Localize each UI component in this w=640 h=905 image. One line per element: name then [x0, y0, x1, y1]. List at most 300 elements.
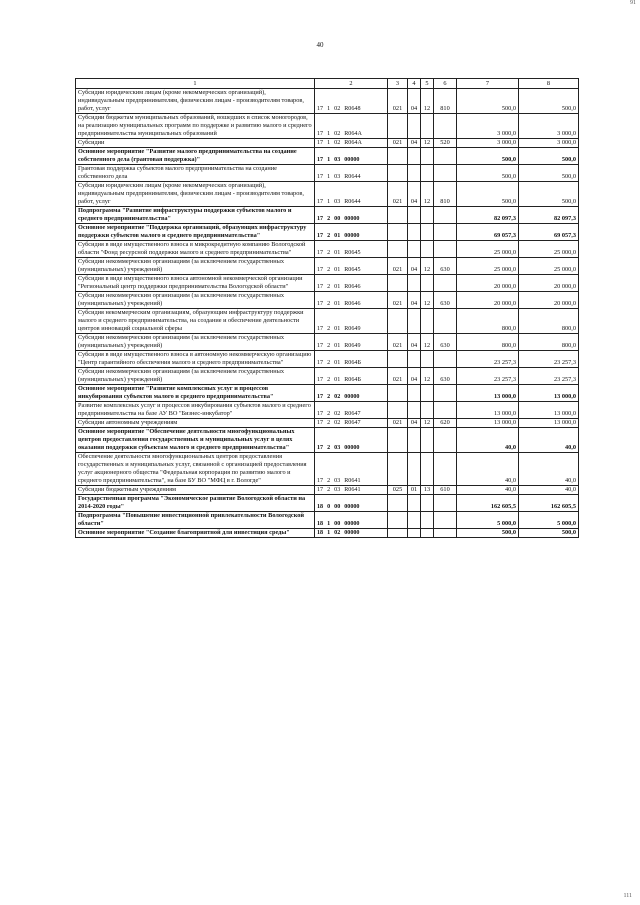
header-cell: 3	[388, 79, 408, 89]
code-part: 17	[317, 377, 324, 383]
column-5-cell	[421, 148, 434, 165]
code-part: 03	[334, 478, 341, 484]
column-6-cell	[434, 148, 457, 165]
column-4-cell: 04	[408, 139, 421, 148]
column-6-cell	[434, 207, 457, 224]
column-6-cell: 620	[434, 419, 457, 428]
column-7-amount: 500,0	[457, 165, 519, 182]
column-5-cell	[421, 309, 434, 334]
code-part: 02	[334, 530, 341, 536]
code-part: 1	[327, 140, 331, 146]
code-part: R0646	[344, 301, 361, 307]
column-7-amount: 82 097,3	[457, 207, 519, 224]
row-description: Субсидия в виде имущественного взноса в автономную некоммерческую организацию "Центр гарантийного обеспечения малого и среднего предпринимательства"	[76, 351, 315, 368]
code-part: 17	[317, 267, 324, 273]
code-part: R064Б	[344, 360, 361, 366]
code-part: 2	[327, 394, 331, 400]
row-description: Субсидия некоммерческим организациям, образующим инфраструктуру поддержки малого и среднего предпринимательства, на создание и обеспечение деятельности центров инноваций социальной сферы	[76, 309, 315, 334]
row-code	[315, 165, 388, 182]
column-7-amount: 25 000,0	[457, 241, 519, 258]
code-part: 01	[334, 301, 341, 307]
column-6-cell: 810	[434, 182, 457, 207]
column-6-cell	[434, 428, 457, 453]
column-6-cell	[434, 165, 457, 182]
header-cell: 6	[434, 79, 457, 89]
row-code	[315, 182, 388, 207]
table-row	[76, 512, 579, 529]
column-3-cell: 021	[388, 292, 408, 309]
code-part: 2	[327, 233, 331, 239]
table-row	[76, 258, 579, 275]
column-7-amount: 13 000,0	[457, 402, 519, 419]
column-3-cell	[388, 402, 408, 419]
column-7-amount: 20 000,0	[457, 275, 519, 292]
code-part: 17	[317, 106, 324, 112]
column-4-cell	[408, 495, 421, 512]
table-row	[76, 334, 579, 351]
column-4-cell: 04	[408, 258, 421, 275]
code-part: 03	[334, 199, 341, 205]
code-part: 17	[317, 140, 324, 146]
row-description: Развитие комплексных услуг и процессов инкубирования субъектов малого и среднего предпринимательства на базе АУ ВО "Бизнес-инкубатор"	[76, 402, 315, 419]
column-7-amount: 13 000,0	[457, 385, 519, 402]
row-code	[315, 148, 388, 165]
column-3-cell: 021	[388, 419, 408, 428]
column-7-amount: 500,0	[457, 148, 519, 165]
column-3-cell	[388, 148, 408, 165]
column-4-cell	[408, 241, 421, 258]
column-8-amount: 82 097,3	[519, 207, 579, 224]
column-5-cell	[421, 453, 434, 486]
code-part: 00000	[344, 157, 360, 163]
code-part: R0647	[344, 411, 361, 417]
column-6-cell	[434, 385, 457, 402]
column-6-cell	[434, 309, 457, 334]
code-part: 00	[334, 216, 341, 222]
row-code	[315, 224, 388, 241]
column-3-cell	[388, 114, 408, 139]
code-part: 17	[317, 420, 324, 426]
column-8-amount: 3 000,0	[519, 114, 579, 139]
table-row	[76, 139, 579, 148]
code-part: R0644	[344, 199, 361, 205]
code-part: R0644	[344, 174, 361, 180]
code-part: 02	[334, 106, 341, 112]
code-part: 00000	[344, 521, 360, 527]
row-code	[315, 368, 388, 385]
column-8-amount: 25 000,0	[519, 241, 579, 258]
column-7-amount: 40,0	[457, 486, 519, 495]
code-part: 01	[334, 343, 341, 349]
code-part: R0646	[344, 284, 361, 290]
row-code	[315, 385, 388, 402]
code-part: 00	[334, 521, 341, 527]
column-5-cell: 12	[421, 139, 434, 148]
column-7-amount: 800,0	[457, 309, 519, 334]
column-8-amount: 40,0	[519, 453, 579, 486]
column-8-amount: 500,0	[519, 182, 579, 207]
column-5-cell	[421, 529, 434, 538]
column-8-amount: 500,0	[519, 529, 579, 538]
header-cell: 2	[315, 79, 388, 89]
table-row	[76, 495, 579, 512]
table-row	[76, 114, 579, 139]
column-6-cell: 630	[434, 292, 457, 309]
column-6-cell	[434, 114, 457, 139]
column-8-amount: 800,0	[519, 309, 579, 334]
code-part: R0645	[344, 250, 361, 256]
header-cell: 7	[457, 79, 519, 89]
column-4-cell	[408, 402, 421, 419]
column-5-cell: 12	[421, 334, 434, 351]
column-8-amount: 23 257,3	[519, 368, 579, 385]
column-3-cell	[388, 495, 408, 512]
code-part: 17	[317, 326, 324, 332]
code-part: 00000	[344, 504, 360, 510]
row-description: Основное мероприятие "Обеспечение деятельности многофункциональных центров предоставления государственных и муниципальных услуг в целях оказания поддержки субъектам малого и среднего предпринимательства"	[76, 428, 315, 453]
column-7-amount: 23 257,3	[457, 368, 519, 385]
column-7-amount: 162 605,5	[457, 495, 519, 512]
row-description: Основное мероприятие "Развитие комплексных услуг и процессов инкубирования субъектов малого и среднего предпринимательства"	[76, 385, 315, 402]
column-3-cell	[388, 165, 408, 182]
code-part: 00000	[344, 445, 360, 451]
row-code	[315, 428, 388, 453]
column-7-amount: 69 057,3	[457, 224, 519, 241]
column-7-amount: 500,0	[457, 182, 519, 207]
code-part: 01	[334, 267, 341, 273]
code-part: 2	[327, 377, 331, 383]
column-7-amount: 3 000,0	[457, 139, 519, 148]
row-description: Государственная программа "Экономическое развитие Вологодской области на 2014-2020 годы"	[76, 495, 315, 512]
column-6-cell	[434, 512, 457, 529]
row-description: Субсидии юридическим лицам (кроме некоммерческих организаций), индивидуальным предпринимателям, физическим лицам - производителям товаров, работ, услуг	[76, 182, 315, 207]
table-row	[76, 148, 579, 165]
column-4-cell	[408, 385, 421, 402]
code-part: 17	[317, 233, 324, 239]
row-description: Субсидии некоммерческим организациям (за исключением государственных (муниципальных) учреждений)	[76, 292, 315, 309]
row-code	[315, 275, 388, 292]
column-5-cell	[421, 512, 434, 529]
column-5-cell: 12	[421, 89, 434, 114]
column-8-amount: 500,0	[519, 148, 579, 165]
table-row	[76, 165, 579, 182]
row-code	[315, 512, 388, 529]
column-5-cell	[421, 241, 434, 258]
column-8-amount: 3 000,0	[519, 139, 579, 148]
column-8-amount: 5 000,0	[519, 512, 579, 529]
column-7-amount: 500,0	[457, 529, 519, 538]
code-part: 03	[334, 157, 341, 163]
column-5-cell: 12	[421, 419, 434, 428]
code-part: 02	[334, 420, 341, 426]
row-description: Субсидии бюджетам муниципальных образований, вошедших в список моногородов, на реализацию муниципальных программ по поддержке и развитию малого и среднего предпринимательства муниципальных образований	[76, 114, 315, 139]
code-part: 2	[327, 411, 331, 417]
code-part: 18	[317, 530, 324, 536]
code-part: 17	[317, 216, 324, 222]
column-5-cell: 12	[421, 368, 434, 385]
column-7-amount: 13 000,0	[457, 419, 519, 428]
column-3-cell: 021	[388, 139, 408, 148]
code-part: 02	[334, 411, 341, 417]
column-3-cell	[388, 351, 408, 368]
column-6-cell	[434, 224, 457, 241]
code-part: 17	[317, 394, 324, 400]
row-code	[315, 334, 388, 351]
column-8-amount: 13 000,0	[519, 385, 579, 402]
code-part: 2	[327, 487, 331, 493]
code-part: 01	[334, 360, 341, 366]
column-8-amount: 13 000,0	[519, 419, 579, 428]
code-part: 03	[334, 445, 341, 451]
column-5-cell: 13	[421, 486, 434, 495]
column-4-cell	[408, 207, 421, 224]
table-row	[76, 207, 579, 224]
row-code	[315, 207, 388, 224]
column-7-amount: 20 000,0	[457, 292, 519, 309]
row-code	[315, 241, 388, 258]
column-6-cell: 520	[434, 139, 457, 148]
column-3-cell	[388, 529, 408, 538]
code-part: 17	[317, 487, 324, 493]
row-description: Основное мероприятие "Поддержка организаций, образующих инфраструктуру поддержки субъектов малого и среднего предпринимательства"	[76, 224, 315, 241]
code-part: 17	[317, 343, 324, 349]
column-4-cell	[408, 453, 421, 486]
code-part: 2	[327, 250, 331, 256]
column-7-amount: 3 000,0	[457, 114, 519, 139]
column-4-cell: 04	[408, 89, 421, 114]
code-part: 01	[334, 233, 341, 239]
column-8-amount: 500,0	[519, 165, 579, 182]
column-4-cell	[408, 224, 421, 241]
code-part: 2	[327, 445, 331, 451]
column-4-cell	[408, 309, 421, 334]
column-5-cell: 12	[421, 182, 434, 207]
page-number: 40	[316, 41, 324, 49]
table-row	[76, 224, 579, 241]
row-description: Субсидия в виде имущественного взноса автономной некоммерческой организации "Региональный центр поддержки предпринимательства Вологодской области"	[76, 275, 315, 292]
table-row	[76, 428, 579, 453]
column-6-cell	[434, 495, 457, 512]
column-5-cell: 12	[421, 292, 434, 309]
code-part: 1	[327, 157, 331, 163]
column-3-cell: 021	[388, 182, 408, 207]
column-7-amount: 40,0	[457, 428, 519, 453]
code-part: 01	[334, 377, 341, 383]
column-6-cell	[434, 351, 457, 368]
row-description: Субсидии	[76, 139, 315, 148]
table-header-row	[76, 79, 579, 89]
column-8-amount: 69 057,3	[519, 224, 579, 241]
table-row	[76, 453, 579, 486]
code-part: 00000	[344, 530, 360, 536]
code-part: 02	[334, 140, 341, 146]
row-code	[315, 89, 388, 114]
column-4-cell	[408, 512, 421, 529]
column-5-cell	[421, 165, 434, 182]
code-part: 2	[327, 420, 331, 426]
row-description: Субсидии юридическим лицам (кроме некоммерческих организаций), индивидуальным предпринимателям, физическим лицам - производителям товаров, работ, услуг	[76, 89, 315, 114]
header-cell: 5	[421, 79, 434, 89]
code-part: 2	[327, 284, 331, 290]
column-8-amount: 20 000,0	[519, 292, 579, 309]
column-8-amount: 25 000,0	[519, 258, 579, 275]
table-row	[76, 529, 579, 538]
column-4-cell	[408, 165, 421, 182]
column-3-cell	[388, 453, 408, 486]
column-5-cell	[421, 275, 434, 292]
code-part: R064A	[344, 131, 362, 137]
code-part: 2	[327, 301, 331, 307]
code-part: R0648	[344, 106, 361, 112]
table-row	[76, 368, 579, 385]
column-6-cell: 810	[434, 89, 457, 114]
column-6-cell	[434, 529, 457, 538]
code-part: 17	[317, 131, 324, 137]
column-4-cell: 04	[408, 182, 421, 207]
column-5-cell	[421, 114, 434, 139]
code-part: 18	[317, 521, 324, 527]
code-part: 2	[327, 326, 331, 332]
code-part: 1	[327, 530, 331, 536]
row-description: Субсидии некоммерческим организациям (за исключением государственных (муниципальных) учреждений)	[76, 258, 315, 275]
code-part: 1	[327, 174, 331, 180]
row-description: Обеспечение деятельности многофункциональных центров предоставления государственных и муниципальных услуг, связанной с организацией предоставления услуг акционерного общества "Федеральная корпорация по развитию малого и среднего предпринимательства", на базе БУ ВО "МФЦ в г. Вологде"	[76, 453, 315, 486]
column-4-cell	[408, 351, 421, 368]
code-part: 01	[334, 250, 341, 256]
code-part: 17	[317, 284, 324, 290]
column-6-cell	[434, 241, 457, 258]
column-8-amount: 23 257,3	[519, 351, 579, 368]
column-4-cell	[408, 148, 421, 165]
code-part: 2	[327, 343, 331, 349]
column-3-cell: 021	[388, 258, 408, 275]
column-6-cell: 630	[434, 258, 457, 275]
code-part: R0645	[344, 267, 361, 273]
code-part: 1	[327, 131, 331, 137]
code-part: 2	[327, 360, 331, 366]
code-part: 17	[317, 445, 324, 451]
code-part: 00000	[344, 233, 360, 239]
code-part: R064A	[344, 140, 362, 146]
column-3-cell	[388, 385, 408, 402]
column-7-amount: 5 000,0	[457, 512, 519, 529]
row-description: Основное мероприятие "Развитие малого предпринимательства на создание собственного дела (грантовая поддержка)"	[76, 148, 315, 165]
code-part: 00000	[344, 216, 360, 222]
row-description: Субсидии автономным учреждениям	[76, 419, 315, 428]
row-description: Субсидии некоммерческим организациям (за исключением государственных (муниципальных) учреждений)	[76, 334, 315, 351]
column-4-cell	[408, 114, 421, 139]
table-row	[76, 351, 579, 368]
code-part: 2	[327, 478, 331, 484]
row-code	[315, 292, 388, 309]
column-3-cell: 021	[388, 89, 408, 114]
column-5-cell	[421, 207, 434, 224]
code-part: 2	[327, 267, 331, 273]
code-part: 1	[327, 521, 331, 527]
row-code	[315, 351, 388, 368]
row-description: Грантовая поддержка субъектов малого предпринимательства на создание собственного дела	[76, 165, 315, 182]
column-5-cell	[421, 385, 434, 402]
code-part: 17	[317, 360, 324, 366]
code-part: R064Б	[344, 377, 361, 383]
row-code	[315, 139, 388, 148]
code-part: 17	[317, 174, 324, 180]
code-part: R0647	[344, 420, 361, 426]
table-row	[76, 275, 579, 292]
code-part: 17	[317, 478, 324, 484]
row-code	[315, 402, 388, 419]
column-6-cell	[434, 275, 457, 292]
table-row	[76, 241, 579, 258]
code-part: 01	[334, 284, 341, 290]
code-part: R0649	[344, 343, 361, 349]
corner-mark-top: 91	[630, 0, 636, 6]
row-code	[315, 419, 388, 428]
row-description: Субсидии бюджетным учреждениям	[76, 486, 315, 495]
code-part: 17	[317, 301, 324, 307]
row-code	[315, 453, 388, 486]
code-part: 0	[327, 504, 331, 510]
row-code	[315, 309, 388, 334]
row-code	[315, 114, 388, 139]
code-part: R0649	[344, 326, 361, 332]
table-row	[76, 89, 579, 114]
table-row	[76, 309, 579, 334]
code-part: R0641	[344, 487, 361, 493]
row-description: Субсидии некоммерческим организациям (за исключением государственных (муниципальных) учреждений)	[76, 368, 315, 385]
column-4-cell: 04	[408, 292, 421, 309]
column-7-amount: 500,0	[457, 89, 519, 114]
column-3-cell	[388, 207, 408, 224]
column-6-cell	[434, 453, 457, 486]
row-description: Основное мероприятие "Создание благоприятной для инвестиция среды"	[76, 529, 315, 538]
column-6-cell: 630	[434, 334, 457, 351]
column-6-cell: 630	[434, 368, 457, 385]
row-description: Подпрограмма "Развитие инфраструктуры поддержки субъектов малого и среднего предпринимательства"	[76, 207, 315, 224]
header-cell: 1	[76, 79, 315, 89]
column-6-cell	[434, 402, 457, 419]
column-7-amount: 25 000,0	[457, 258, 519, 275]
column-8-amount: 40,0	[519, 428, 579, 453]
column-7-amount: 800,0	[457, 334, 519, 351]
column-3-cell	[388, 241, 408, 258]
code-part: 17	[317, 199, 324, 205]
column-7-amount: 40,0	[457, 453, 519, 486]
row-description: Подпрограмма "Повышение инвестиционной привлекательности Вологодской области"	[76, 512, 315, 529]
column-5-cell: 12	[421, 258, 434, 275]
column-5-cell	[421, 224, 434, 241]
header-cell: 8	[519, 79, 579, 89]
header-cell: 4	[408, 79, 421, 89]
code-part: 02	[334, 394, 341, 400]
column-4-cell	[408, 275, 421, 292]
code-part: 02	[334, 131, 341, 137]
code-part: 01	[334, 326, 341, 332]
column-6-cell: 610	[434, 486, 457, 495]
row-code	[315, 486, 388, 495]
column-4-cell	[408, 428, 421, 453]
code-part: R0641	[344, 478, 361, 484]
column-5-cell	[421, 351, 434, 368]
table-row	[76, 419, 579, 428]
column-3-cell: 021	[388, 368, 408, 385]
code-part: 2	[327, 216, 331, 222]
code-part: 00000	[344, 394, 360, 400]
column-4-cell: 01	[408, 486, 421, 495]
code-part: 00	[334, 504, 341, 510]
column-3-cell	[388, 309, 408, 334]
code-part: 1	[327, 199, 331, 205]
